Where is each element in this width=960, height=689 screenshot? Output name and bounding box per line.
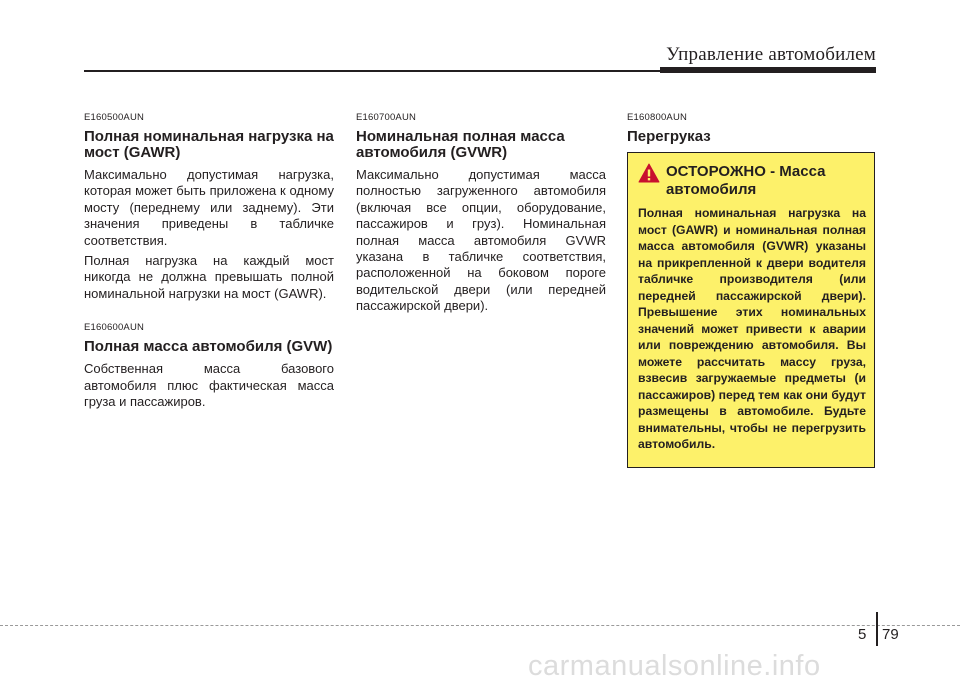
warning-triangle-icon: [638, 163, 666, 183]
section-heading-gvwr: Номинальная полная масса автомобиля (GVWR): [356, 128, 565, 161]
section-heading-overload: Перегруказ: [627, 128, 711, 145]
warning-box: [627, 152, 875, 468]
column-left: [84, 112, 334, 414]
section-paragraph: Полная нагрузка на каждый мост никогда не должна превышать полной номинальной нагрузки на мост (GAWR).: [84, 253, 334, 301]
section-code: E160500AUN: [84, 112, 145, 123]
section-paragraph: Максимально допустимая масса полностью загруженного автомобиля (включая все опции, оборудование, пассажиров и груз). Номинальная полная масса автомобиля GVWR указана в табличке соответствия, расположенной на боковом пороге водительской двери (или передней пассажирской двери).: [356, 167, 606, 314]
header-rule-accent: [660, 67, 876, 73]
footer-dashed-line: [0, 625, 960, 626]
section-heading-gvw: Полная масса автомобиля (GVW): [84, 338, 333, 356]
section-code: E160700AUN: [356, 112, 417, 123]
watermark: carmanualsonline.info: [528, 650, 821, 682]
section-heading-gawr: Полная номинальная нагрузка на мост (GAWR): [84, 128, 334, 161]
page-header-title: Управление автомобилем: [666, 44, 876, 65]
column-middle: [356, 112, 606, 319]
page-number: 79: [882, 626, 899, 643]
chapter-number: 5: [858, 626, 867, 643]
footer-divider: [876, 612, 878, 646]
warning-body: Полная номинальная нагрузка на мост (GAWR) и номинальная полная масса автомобиля (GVWR) указаны на прикрепленной к двери водителя табличке производителя (или передней пассажирской двери). Превышение этих номинальных значений может привести к аварии или повреждению автомобиля. Вы можете рассчитать массу груза, взвесив загружаемые предметы (и пассажиров) перед тем как они будут размещены в автомобиле. Будьте внимательны, чтобы не перегрузить автомобиль.: [638, 206, 866, 451]
section-code: E160800AUN: [627, 112, 688, 123]
section-paragraph: Максимально допустимая нагрузка, которая может быть приложена к одному мосту (переднему или заднему). Эти значения приведены в табличке соответствия.: [84, 167, 334, 248]
warning-title: ОСТОРОЖНО - Масса автомобиля: [666, 163, 826, 198]
warning-title-row: [638, 163, 866, 199]
section-code: E160600AUN: [84, 322, 145, 334]
section-paragraph: Собственная масса базового автомобиля плюс фактическая масса груза и пассажиров.: [84, 361, 334, 410]
column-right: [627, 112, 877, 151]
